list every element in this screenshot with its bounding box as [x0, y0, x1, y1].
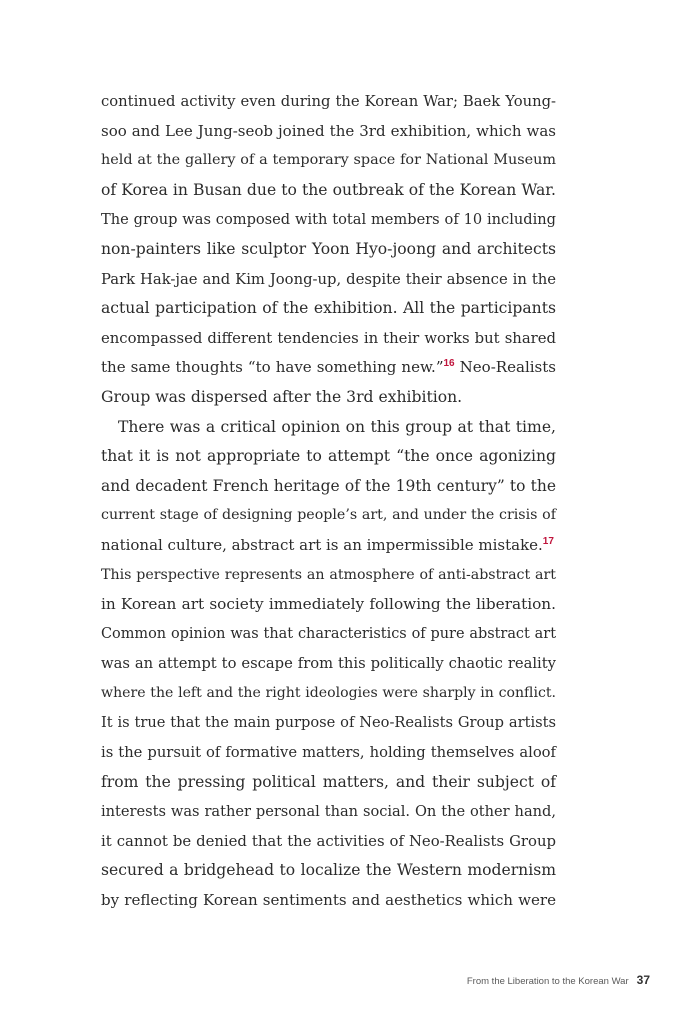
text-line: soo and Lee Jung-seob joined the 3rd exhibition, which was [101, 121, 556, 140]
text-line: Park Hak-jae and Kim Joong-up, despite their absence in the [101, 270, 556, 288]
footnote-marker-17[interactable]: 17 [542, 535, 554, 547]
text-line: The group was composed with total members of 10 including [101, 211, 556, 229]
text-line: There was a critical opinion on this group at that time, [118, 417, 556, 436]
text-segment: the same thoughts “to have something new.” [101, 358, 444, 377]
running-title: From the Liberation to the Korean War [466, 976, 629, 987]
text-line: and decadent French heritage of the 19th century” to the [101, 476, 556, 495]
text-line: current stage of designing people’s art, and under the crisis of [101, 507, 556, 524]
text-line: non-painters like sculptor Yoon Hyo-joong and architects [101, 239, 556, 258]
text-line: This perspective represents an atmosphere of anti-abstract art [101, 566, 556, 583]
text-segment: national culture, abstract art is an impermissible mistake. [101, 535, 543, 554]
text-line: from the pressing political matters, and their subject of [101, 772, 556, 791]
text-line: continued activity even during the Korean War; Baek Young- [101, 93, 556, 110]
footnote-marker-16[interactable]: 16 [443, 358, 455, 370]
page-number: 37 [636, 973, 650, 987]
text-line [101, 353, 556, 383]
text-line: actual participation of the exhibition. All the participants [101, 299, 556, 318]
text-line: held at the gallery of a temporary space for National Museum [101, 152, 556, 169]
text-line: interests was rather personal than social. On the other hand, [101, 803, 556, 821]
text-line: encompassed different tendencies in their works but shared [101, 329, 556, 347]
text-line: was an attempt to escape from this politically chaotic reality [101, 655, 556, 673]
text-line: It is true that the main purpose of Neo-Realists Group artists [101, 714, 556, 732]
text-line: it cannot be denied that the activities of Neo-Realists Group [101, 832, 556, 850]
text-line: in Korean art society immediately following the liberation. [101, 595, 556, 614]
text-line: where the left and the right ideologies were sharply in conflict. [101, 684, 556, 701]
body-text [101, 87, 556, 916]
text-line: Group was dispersed after the 3rd exhibition. [101, 387, 463, 406]
text-line: of Korea in Busan due to the outbreak of the Korean War. [101, 180, 556, 199]
text-segment: Neo-Realists [454, 358, 556, 377]
page-footer [467, 973, 650, 987]
text-line: that it is not appropriate to attempt “the once agonizing [101, 447, 556, 466]
text-line [101, 531, 556, 561]
text-line: Common opinion was that characteristics of pure abstract art [101, 625, 556, 642]
text-line: is the pursuit of formative matters, holding themselves aloof [101, 744, 556, 762]
text-line: secured a bridgehead to localize the Western modernism [101, 861, 556, 880]
text-line: by reflecting Korean sentiments and aesthetics which were [101, 891, 556, 910]
